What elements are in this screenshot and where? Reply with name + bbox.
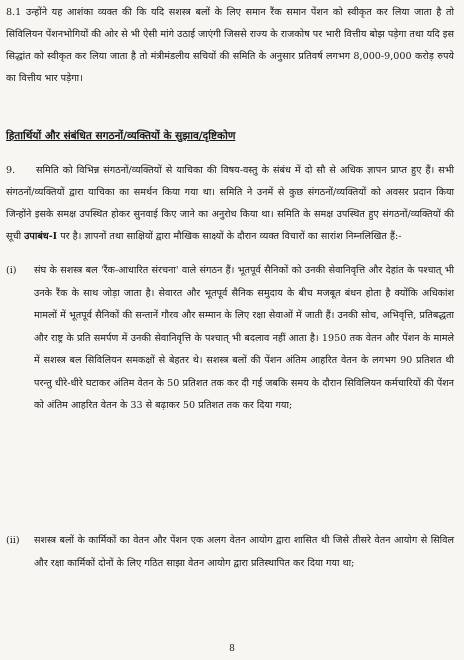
paragraph-8-1 xyxy=(6,2,454,90)
paragraph-text: उन्होंने यह आशंका व्यक्त की कि यदि सशस्त्र बलों के लिए समान रैंक समान पेंशन को स्वीकृत कर लिया जाता है तो सिविलियन पेंशनभोगियों की ओर से भी ऐसी मांगे उठाई जाएंगी जिससे राज्य के राजकोष पर भारी वित्तीय बोझ पड़ेगा तथा यदि इस सिद्धांत को स्वीकृत कर लिया जाता है तो मंत्रीमंडलीय सचियों की समिति के अनुसार प्रतिवर्ष लगभग 8,000-9,000 करोड़ रुपये का वित्तीय भार पड़ेगा। xyxy=(6,7,454,84)
list-marker: (i) xyxy=(6,265,17,276)
list-item-text: सशस्त्र बलों के कार्मिकों का वेतन और पेंशन एक अलग वेतन आयोग द्वारा शासित थी जिसे तीसरे वेतन आयोग से सिविल और रक्षा कार्मिकों दोनों के लिए गठित साझा वेतन आयोग द्वारा प्रतिस्थापित कर दिया गया था; xyxy=(34,535,454,569)
paragraph-text-end: पर है। ज्ञापनों तथा साक्षियों द्वारा मौखिक साक्ष्यों के दौरान व्यक्त विचारों का सारांश निम्नलिखित हैं:- xyxy=(57,231,402,242)
list-marker: (ii) xyxy=(6,535,20,546)
list-item-ii xyxy=(6,530,454,575)
list-item-i xyxy=(6,260,454,418)
paragraph-number: 8.1 xyxy=(6,7,22,18)
page-number: 8 xyxy=(229,644,235,654)
paragraph-9 xyxy=(6,160,454,248)
annexure-reference: उपाबंध-I xyxy=(24,231,58,242)
paragraph-text-start: समिति को विभिन्न संगठनों/व्यक्तियों से याचिका की विषय-वस्तु के संबंध में दो सौ से अधिक ज्ञापन प्राप्त हुए हैं। सभी संगठनों/व्यक्तियों द्वारा याचिका का समर्थन किया गया था। समिति ने उनमें से कुछ संगठनों/व्यक्तियों को अवसर प्रदान किया जिन्होंने इसके समक्ष उपस्थित होकर सुनवाई किए जाने का अनुरोध किया था। समिति के समक्ष उपस्थित हुए संगठनों/व्यक्तियों की सूची xyxy=(6,165,454,242)
list-item-text: संघ के सशस्त्र बल 'रैंक-आधारित संरचना' वाले संगठन हैं। भूतपूर्व सैनिकों को उनकी सेवानिवृत्ति और देहांत के पश्चात् भी उनके रैंक के साथ जोड़ा जाता है। सेवारत और भूतपूर्व सैनिक समुदाय के बीच मजबूत बंधन होता है क्योंकि अधिकांश मामलों में भूतपूर्व सैनिकों की सन्तानें गौरव और सम्मान के लिए रक्षा सेवाओं में जाती हैं। उनकी सोच, अभिवृत्ति, प्रतिबद्धता और राष्ट्र के प्रति समर्पण में उनकी सेवानिवृत्ति के पश्चात् भी बदलाव नहीं आता है। 1950 तक वेतन और पेंशन के मामले में सशस्त्र बल सिविलियन समकक्षों से बेहतर थे। सशस्त्र बलों की पेंशन अंतिम आहरित वेतन के लगभग 90 प्रतिशत थी परन्तु धीरे-धीरे घटाकर अंतिम वेतन के 50 प्रतिशत तक कर दी गई जबकि समय के दौरान सिविलियन कर्मचारियों की पेंशन को अंतिम आहरित वेतन के 33 से बढ़ाकर 50 प्रतिशत तक कर दिया गया; xyxy=(34,265,454,411)
paragraph-number: 9. xyxy=(6,165,16,176)
section-heading: हितार्थियों और संबंधित सगठनों/व्यक्तियों के सुझाव/दृष्टिकोण xyxy=(6,130,236,142)
